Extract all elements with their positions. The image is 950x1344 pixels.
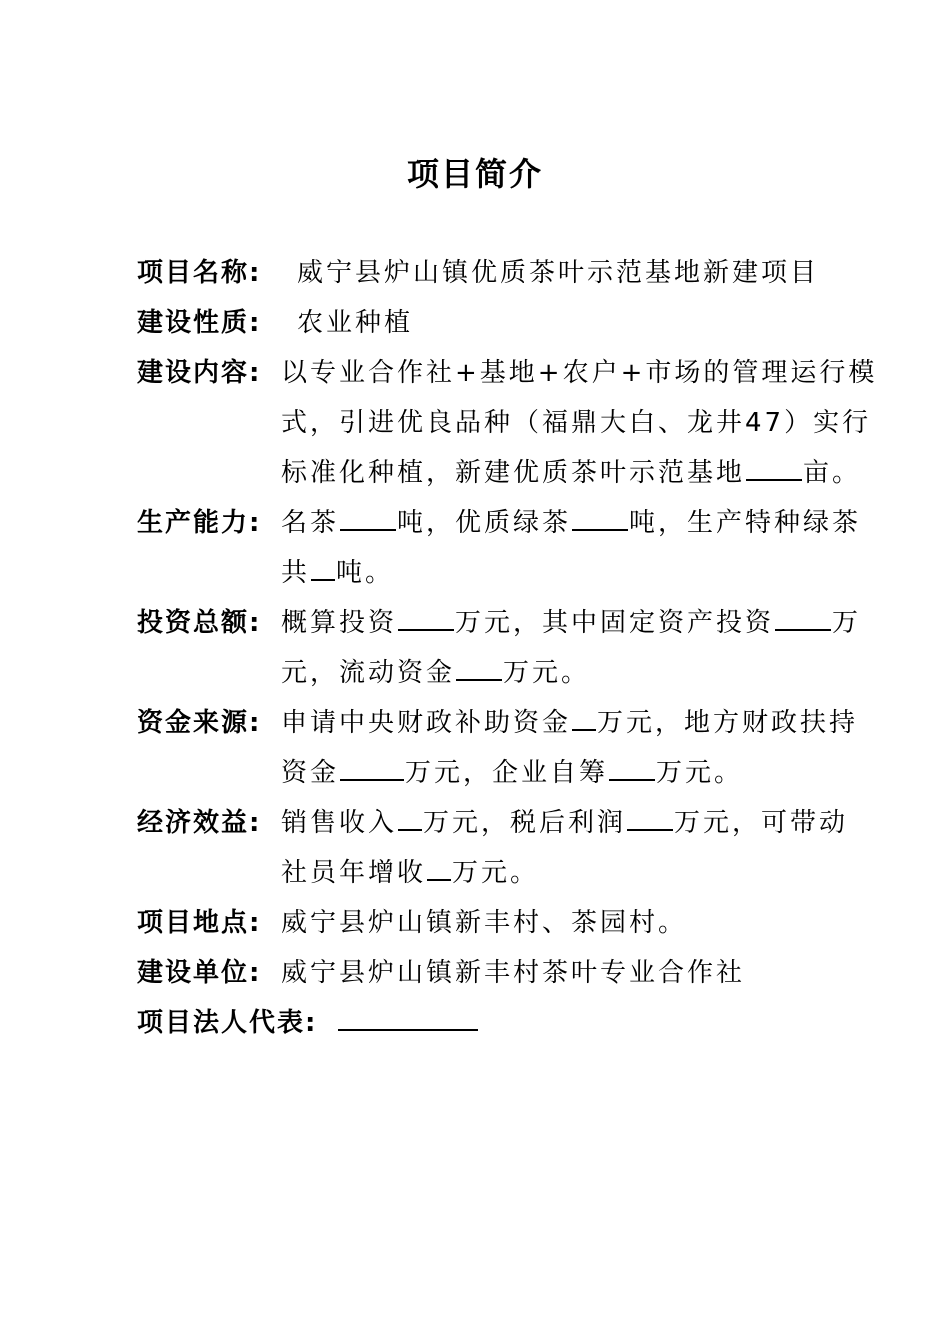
field-label <box>137 598 261 648</box>
field-label <box>137 948 261 998</box>
benefit-text: 万元，税后利润 <box>423 808 627 838</box>
investment-line-1 <box>281 598 861 648</box>
investment-text: 概算投资 <box>281 608 398 638</box>
investment-text: 元，流动资金 <box>281 658 456 688</box>
field-value <box>337 998 479 1048</box>
field-value <box>281 348 877 498</box>
blank-underline <box>338 1001 478 1031</box>
benefit-text: 万元。 <box>452 858 540 888</box>
label-colon: : <box>249 608 262 638</box>
investment-text: 万元。 <box>503 658 591 688</box>
blank-underline <box>340 751 404 781</box>
content-text: 亩。 <box>803 458 862 488</box>
funding-text: 资金 <box>281 758 340 788</box>
capacity-line-1 <box>281 498 861 548</box>
blank-underline <box>398 601 454 631</box>
label-colon: : <box>249 958 262 988</box>
label-text: 项目法人代表 <box>137 1008 306 1038</box>
content-line-1: 以专业合作社+基地+农户+市场的管理运行模 <box>281 358 878 388</box>
blank-underline <box>746 451 802 481</box>
label-colon: : <box>249 908 262 938</box>
content-line-3 <box>281 448 877 498</box>
blank-underline <box>609 751 655 781</box>
label-text: 生产能力 <box>137 508 250 538</box>
blank-underline <box>340 501 396 531</box>
label-text: 项目地点 <box>137 908 250 938</box>
blank-underline <box>775 601 831 631</box>
capacity-text: 共 <box>281 558 311 588</box>
funding-line-2 <box>281 748 858 798</box>
label-colon: : <box>249 808 262 838</box>
label-colon: : <box>249 358 262 388</box>
funding-text: 万元，地方财政扶持 <box>597 708 859 738</box>
capacity-text: 名茶 <box>281 508 340 538</box>
blank-underline <box>456 651 502 681</box>
investment-text: 万元，其中固定资产投资 <box>455 608 775 638</box>
field-value: 威宁县炉山镇优质茶叶示范基地新建项目 <box>297 258 820 288</box>
blank-underline <box>572 501 628 531</box>
benefit-line-1 <box>281 798 848 848</box>
field-value: 威宁县炉山镇新丰村、茶园村。 <box>281 908 688 938</box>
blank-underline <box>572 701 596 731</box>
field-label <box>137 498 261 548</box>
field-label <box>137 298 261 348</box>
field-value <box>281 598 861 698</box>
benefit-text: 销售收入 <box>281 808 398 838</box>
content-text: 标准化种植，新建优质茶叶示范基地 <box>281 458 746 488</box>
label-text: 投资总额 <box>137 608 250 638</box>
label-colon: : <box>249 508 262 538</box>
capacity-text: 吨，优质绿茶 <box>397 508 572 538</box>
investment-line-2 <box>281 648 861 698</box>
field-label <box>137 898 261 948</box>
field-value <box>281 498 861 598</box>
field-value <box>281 698 858 798</box>
blank-underline <box>427 851 451 881</box>
label-text: 建设单位 <box>137 958 250 988</box>
content-line-2: 式，引进优良品种（福鼎大白、龙井47）实行 <box>281 408 872 438</box>
field-value: 农业种植 <box>297 308 414 338</box>
funding-text: 万元。 <box>656 758 744 788</box>
page-title: 项目简介 <box>406 155 543 193</box>
blank-underline <box>627 801 673 831</box>
field-label <box>137 698 261 748</box>
label-text: 资金来源 <box>137 708 250 738</box>
label-text: 项目名称 <box>137 258 250 288</box>
capacity-text: 吨。 <box>336 558 395 588</box>
blank-underline <box>398 801 422 831</box>
label-colon: : <box>249 308 262 338</box>
funding-text: 申请中央财政补助资金 <box>281 708 572 738</box>
blank-underline <box>311 551 335 581</box>
field-value: 威宁县炉山镇新丰村茶叶专业合作社 <box>281 958 746 988</box>
benefit-line-2 <box>281 848 848 898</box>
label-colon: : <box>249 708 262 738</box>
label-text: 建设性质 <box>137 308 250 338</box>
capacity-text: 吨，生产特种绿茶 <box>629 508 862 538</box>
label-text: 建设内容 <box>137 358 250 388</box>
label-colon: : <box>249 258 262 288</box>
field-value <box>281 798 848 898</box>
field-label <box>137 348 261 398</box>
label-colon: : <box>305 1008 318 1038</box>
benefit-text: 万元，可带动 <box>674 808 849 838</box>
funding-line-1 <box>281 698 858 748</box>
funding-text: 万元，企业自筹 <box>405 758 609 788</box>
benefit-text: 社员年增收 <box>281 858 427 888</box>
label-text: 经济效益 <box>137 808 250 838</box>
field-label <box>137 998 317 1048</box>
field-label <box>137 798 261 848</box>
investment-text: 万 <box>832 608 862 638</box>
capacity-line-2 <box>281 548 861 598</box>
field-label <box>137 248 261 298</box>
